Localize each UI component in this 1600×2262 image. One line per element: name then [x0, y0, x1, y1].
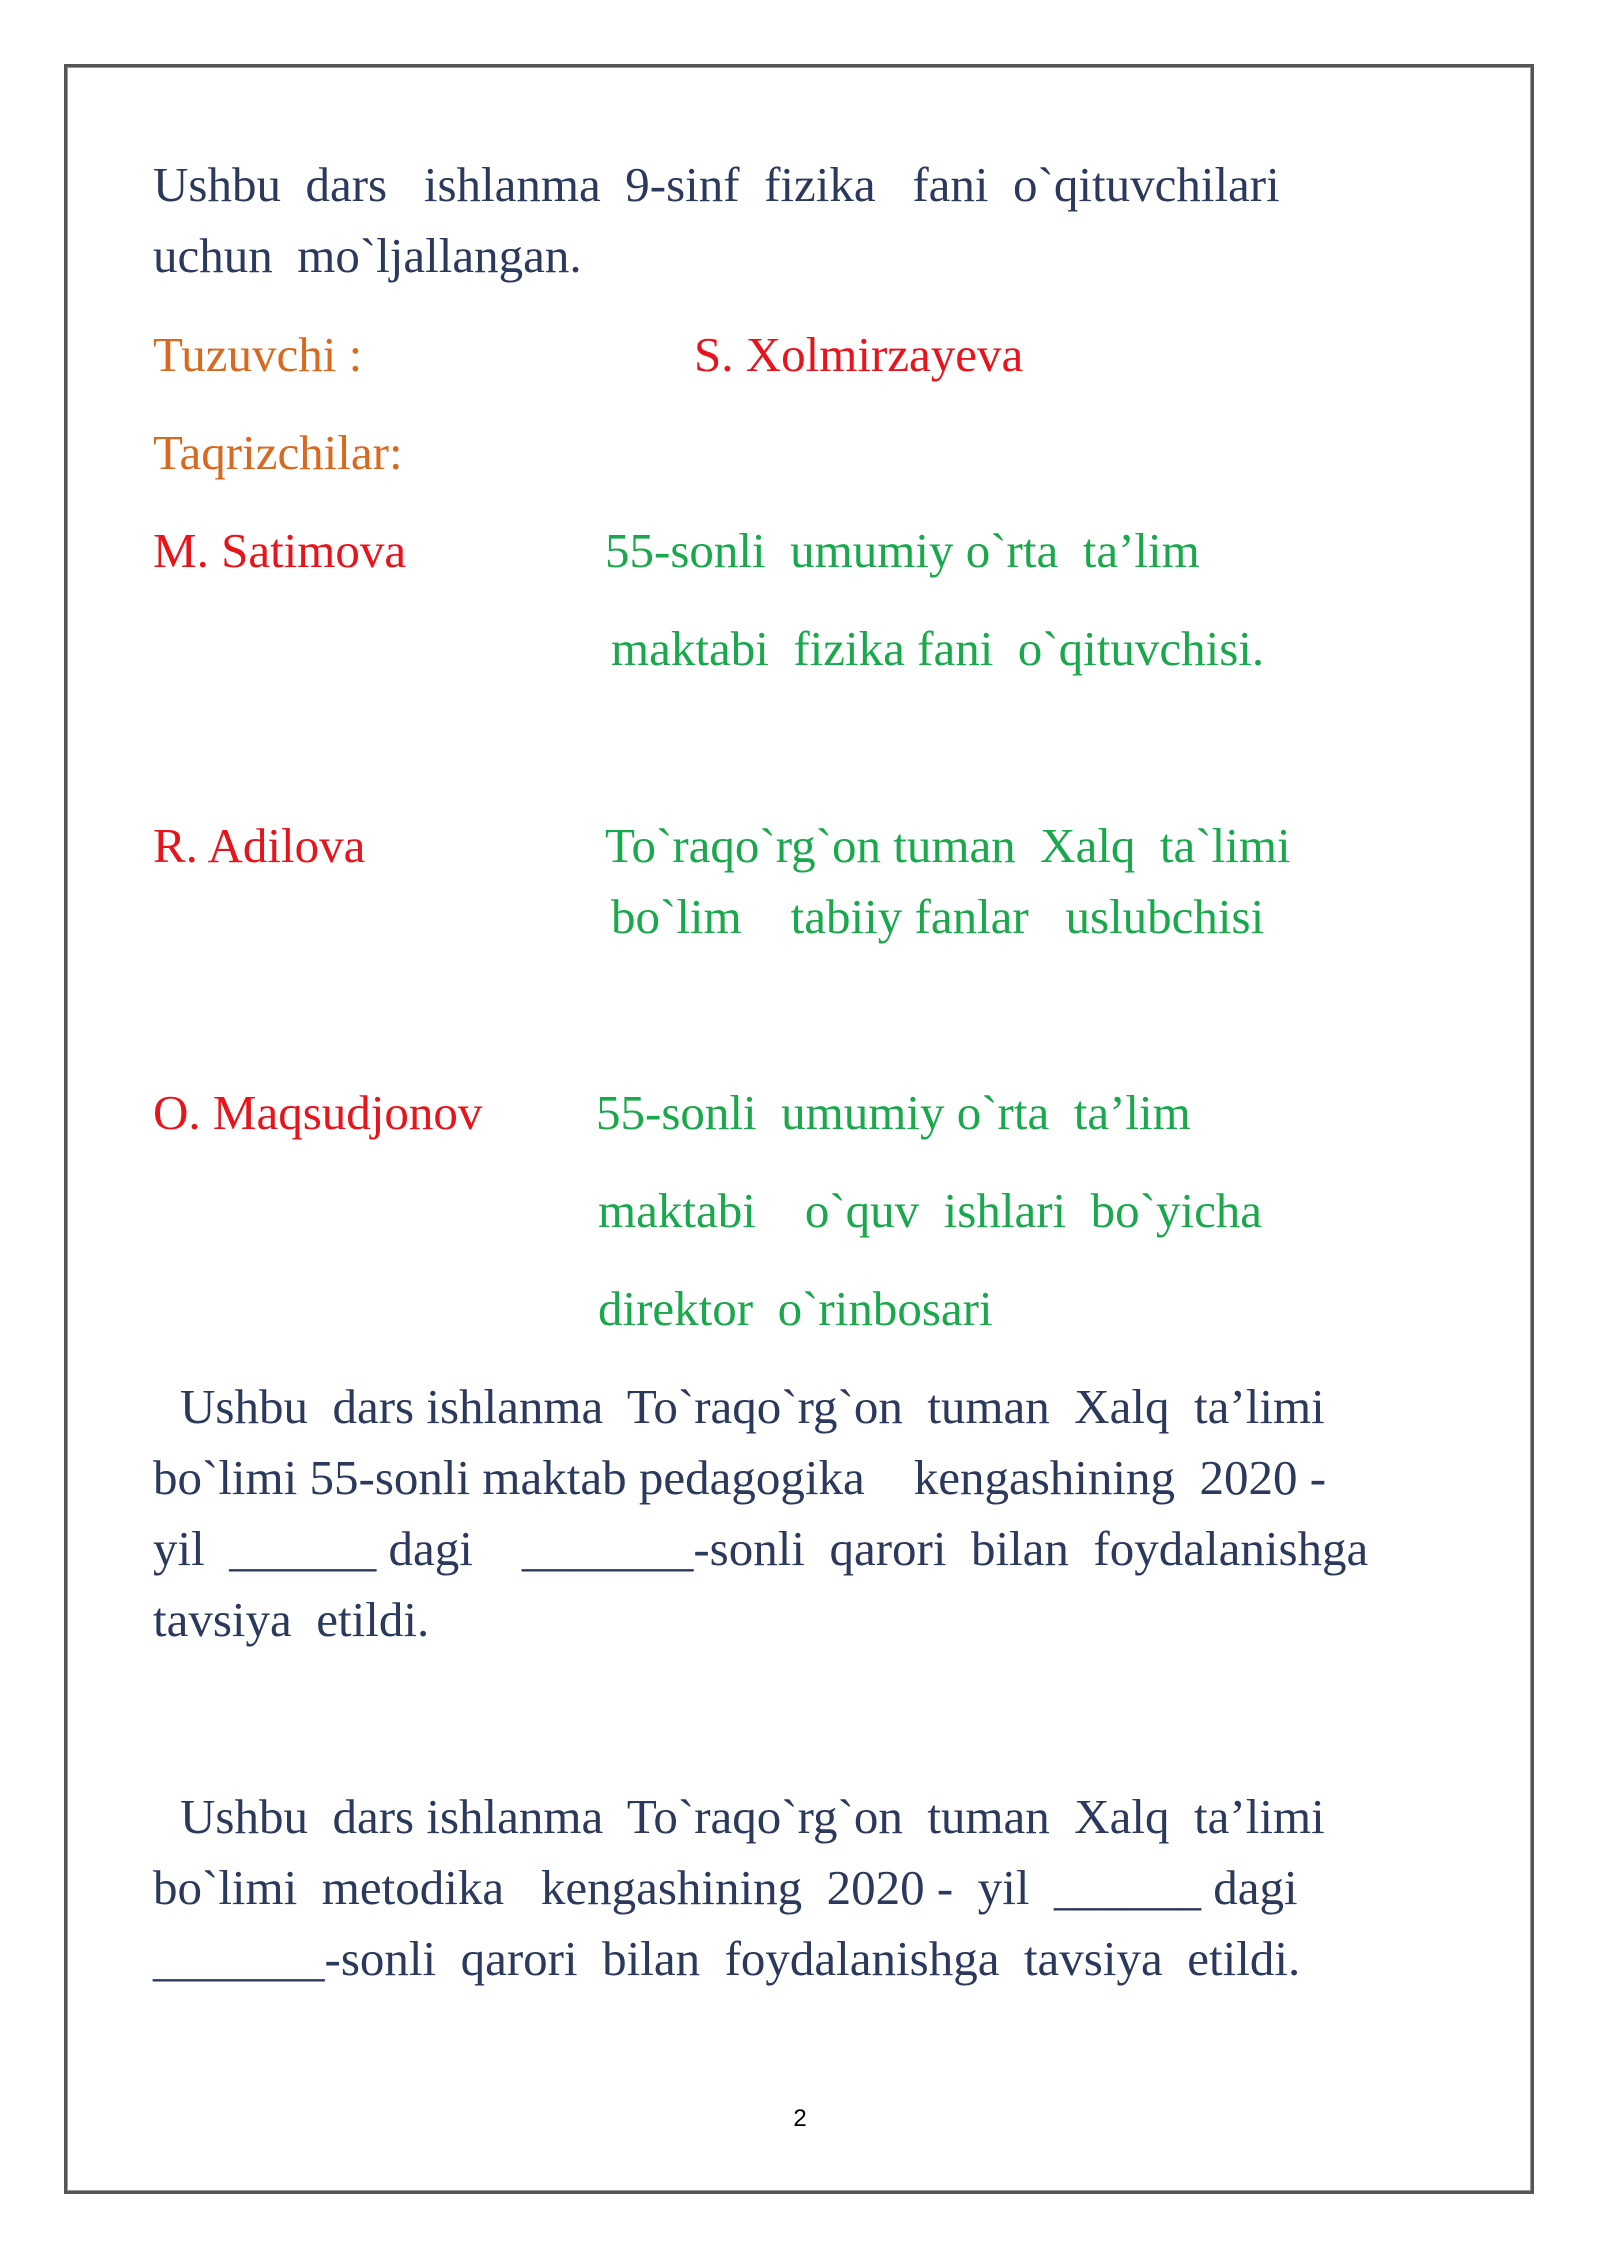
- reviewer-3-position-line-3: direktor o`rinbosari: [598, 1281, 993, 1336]
- reviewer-1-position-line-1: 55-sonli umumiy o`rta ta’lim: [605, 523, 1200, 578]
- page-number: 2: [793, 2105, 807, 2132]
- approval-2-line-1: Ushbu dars ishlanma To`raqo`rg`on tuman Xalq ta’limi: [180, 1789, 1325, 1844]
- approval-1-line-3: yil ______ dagi _______-sonli qarori bilan foydalanishga: [153, 1521, 1369, 1576]
- reviewer-3-position-line-1: 55-sonli umumiy o`rta ta’lim: [596, 1085, 1191, 1140]
- author-name: S. Xolmirzayeva: [694, 327, 1024, 382]
- approval-2-line-3: _______-sonli qarori bilan foydalanishga tavsiya etildi.: [153, 1931, 1301, 1986]
- intro-line-2: uchun mo`ljallangan.: [153, 228, 582, 283]
- author-label: Tuzuvchi :: [153, 327, 363, 382]
- approval-1-line-4: tavsiya etildi.: [153, 1592, 430, 1647]
- approval-1-line-1: Ushbu dars ishlanma To`raqo`rg`on tuman Xalq ta’limi: [180, 1379, 1325, 1434]
- reviewer-1-name: M. Satimova: [153, 523, 407, 578]
- approval-1-line-2: bo`limi 55-sonli maktab pedagogika kengashining 2020 -: [153, 1450, 1327, 1505]
- reviewer-3-position-line-2: maktabi o`quv ishlari bo`yicha: [598, 1183, 1263, 1238]
- reviewers-heading: Taqrizchilar:: [153, 425, 403, 480]
- intro-line-1: Ushbu dars ishlanma 9-sinf fizika fani o`qituvchilari: [153, 157, 1280, 212]
- reviewer-3-name: O. Maqsudjonov: [153, 1085, 483, 1140]
- reviewer-2-name: R. Adilova: [153, 818, 366, 873]
- reviewer-2-position-line-1: To`raqo`rg`on tuman Xalq ta`limi: [605, 818, 1291, 873]
- reviewer-2-position-line-2: bo`lim tabiiy fanlar uslubchisi: [611, 889, 1265, 944]
- reviewer-1-position-line-2: maktabi fizika fani o`qituvchisi.: [611, 621, 1265, 676]
- approval-2-line-2: bo`limi metodika kengashining 2020 - yil ______ dagi: [153, 1860, 1298, 1915]
